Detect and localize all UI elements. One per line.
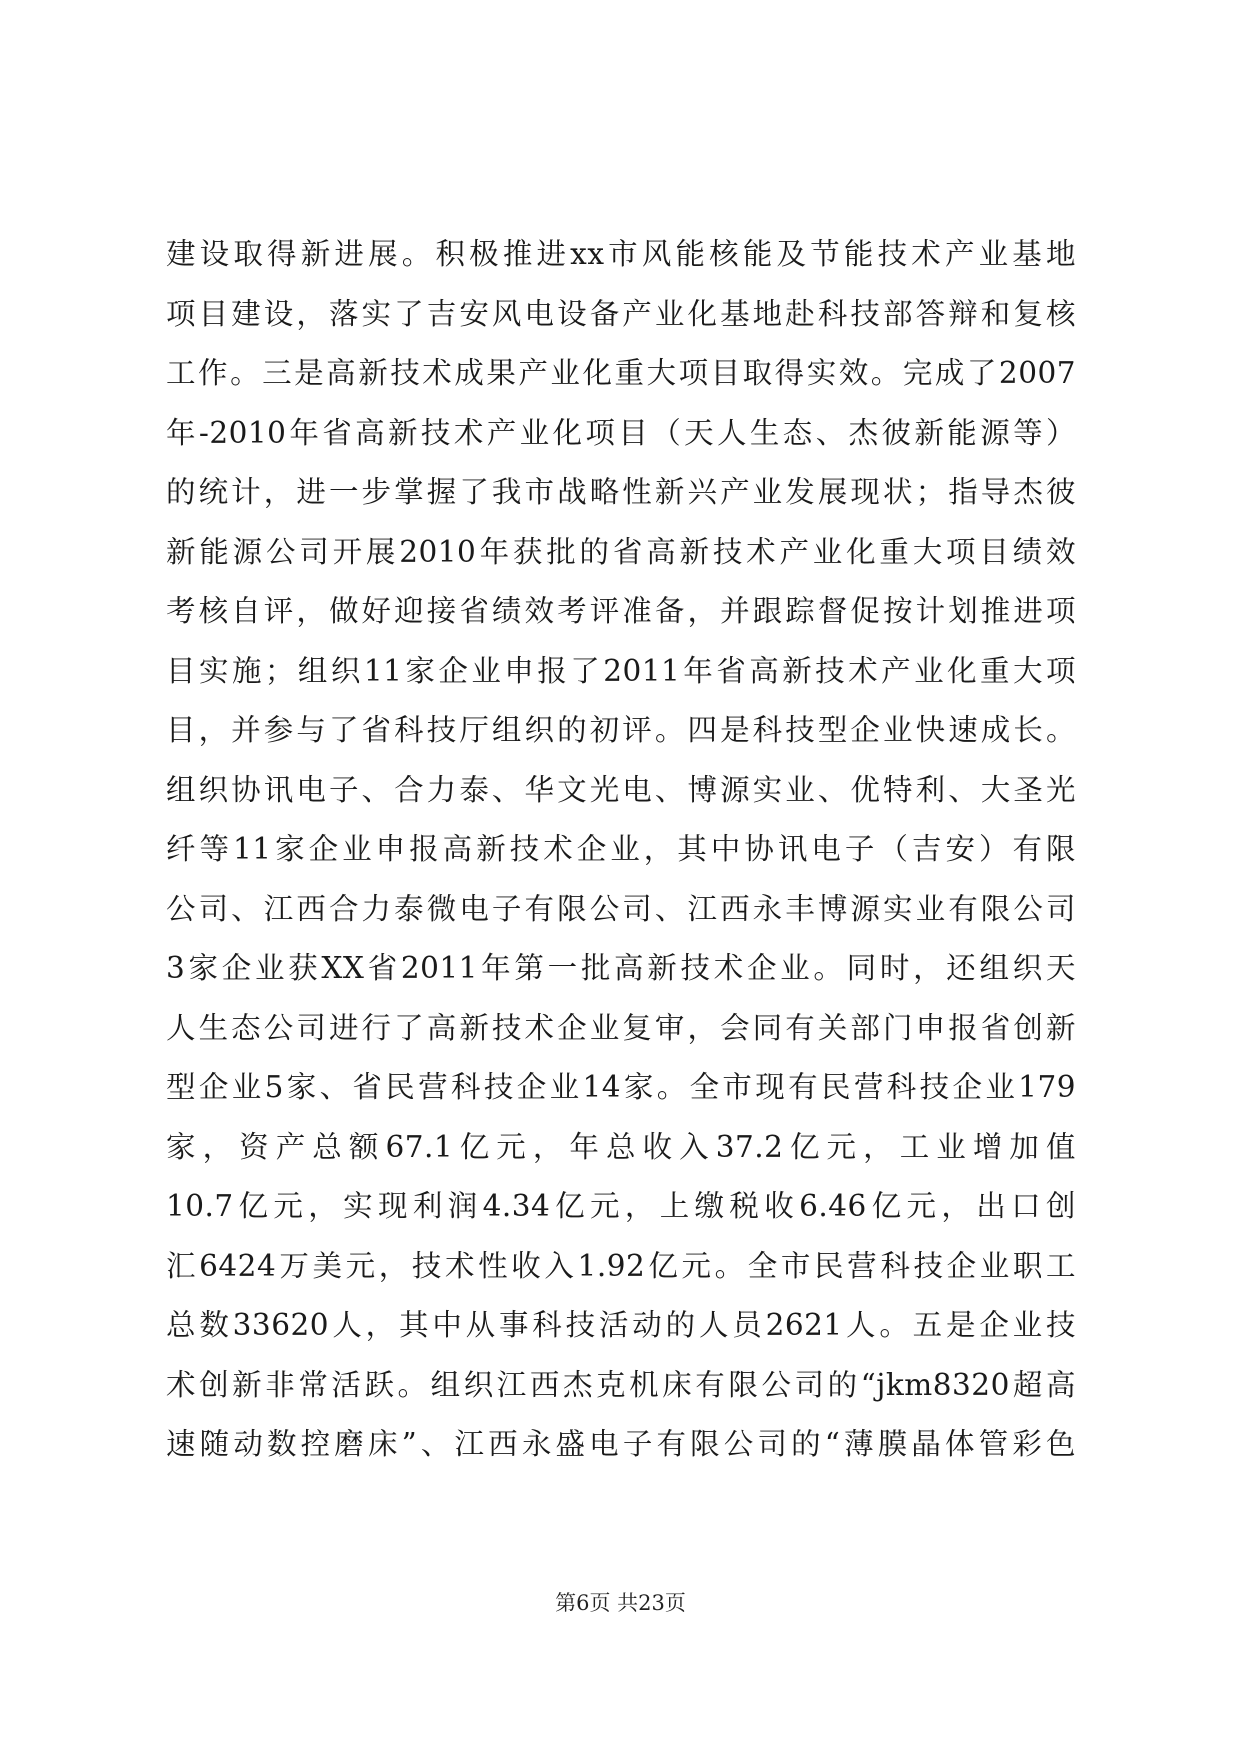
text-line: 建设取得新进展。积极推进xx市风能核能及节能技术产业基地 [166, 237, 1076, 271]
text-line: 汇6424万美元，技术性收入1.92亿元。全市民营科技企业职工 [166, 1248, 1076, 1283]
text-line: 项目建设，落实了吉安风电设备产业化基地赴科技部答辩和复核 [166, 296, 1076, 331]
text-line: 目，并参与了省科技厅组织的初评。四是科技型企业快速成长。 [166, 713, 1076, 747]
text-line: 10.7亿元，实现利润4.34亿元，上缴税收6.46亿元，出口创 [166, 1189, 1076, 1223]
text-line: 目实施；组织11家企业申报了2011年省高新技术产业化重大项 [166, 653, 1076, 688]
text-line: 考核自评，做好迎接省绩效考评准备，并跟踪督促按计划推进项 [166, 594, 1076, 628]
text-line: 公司、江西合力泰微电子有限公司、江西永丰博源实业有限公司 [166, 891, 1076, 926]
text-line: 组织协讯电子、合力泰、华文光电、博源实业、优特利、大圣光 [166, 772, 1076, 807]
text-line: 年-2010年省高新技术产业化项目（天人生态、杰彼新能源等） [166, 415, 1076, 450]
text-line: 家，资产总额67.1亿元，年总收入37.2亿元，工业增加值 [166, 1129, 1076, 1164]
text-line: 纤等11家企业申报高新技术企业，其中协讯电子（吉安）有限 [166, 832, 1076, 866]
text-line: 人生态公司进行了高新技术企业复审，会同有关部门申报省创新 [166, 1010, 1076, 1045]
text-line: 3家企业获XX省2011年第一批高新技术企业。同时，还组织天 [166, 951, 1076, 985]
page-number-footer: 第6页 共23页 [555, 1591, 686, 1615]
text-line: 工作。三是高新技术成果产业化重大项目取得实效。完成了2007 [166, 356, 1076, 390]
body-text [166, 225, 1076, 1475]
text-line: 的统计，进一步掌握了我市战略性新兴产业发展现状；指导杰彼 [166, 475, 1076, 509]
text-line: 术创新非常活跃。组织江西杰克机床有限公司的“jkm8320超高 [166, 1367, 1076, 1402]
text-line: 新能源公司开展2010年获批的省高新技术产业化重大项目绩效 [166, 534, 1076, 569]
text-line: 型企业5家、省民营科技企业14家。全市现有民营科技企业179 [166, 1070, 1076, 1104]
text-line: 速随动数控磨床”、江西永盛电子有限公司的“薄膜晶体管彩色 [166, 1427, 1076, 1461]
text-line: 总数33620人，其中从事科技活动的人员2621人。五是企业技 [166, 1308, 1076, 1342]
